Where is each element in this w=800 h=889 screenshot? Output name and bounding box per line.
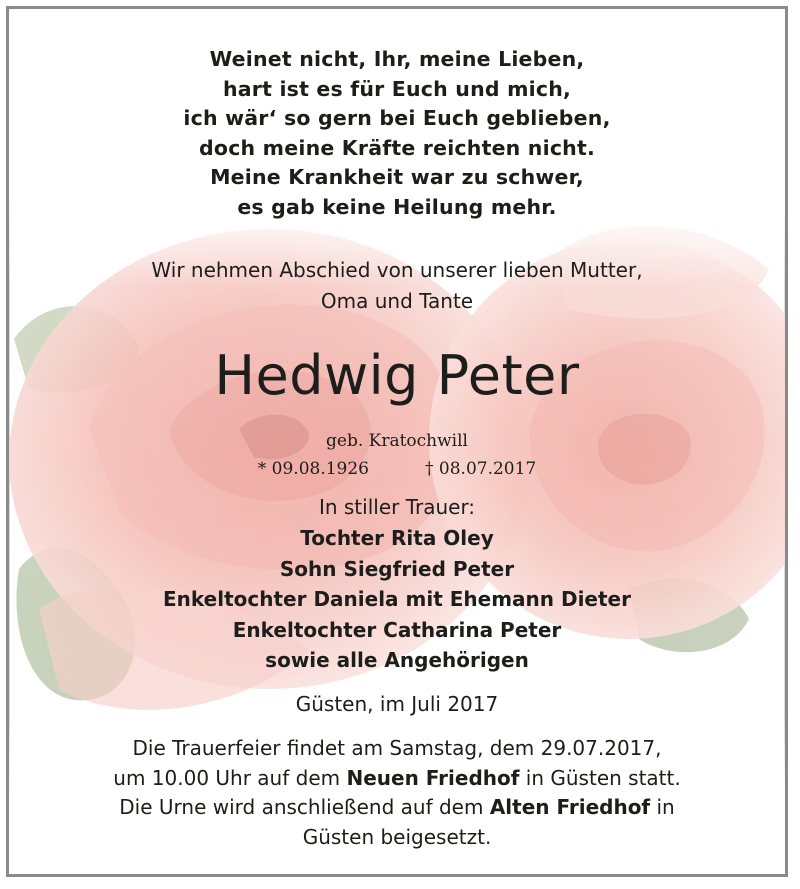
poem-line: hart ist es für Euch und mich, bbox=[222, 76, 572, 101]
mourners-list bbox=[9, 523, 785, 676]
poem-line: es gab keine Heilung mehr. bbox=[237, 194, 557, 219]
death-date: † 08.07.2017 bbox=[425, 459, 537, 479]
funeral-text: Die Urne wird anschließend auf dem bbox=[119, 795, 490, 819]
birth-date: * 09.08.1926 bbox=[257, 459, 369, 479]
funeral-line bbox=[9, 764, 785, 794]
funeral-details bbox=[9, 734, 785, 852]
poem-line: Weinet nicht, Ihr, meine Lieben, bbox=[209, 47, 585, 71]
mourner-entry: Tochter Rita Oley bbox=[300, 526, 494, 550]
notice-content bbox=[9, 9, 785, 874]
funeral-line: Güsten beigesetzt. bbox=[302, 824, 492, 849]
poem-line: ich wär‘ so gern bei Euch geblieben, bbox=[183, 106, 611, 130]
intro-line: Oma und Tante bbox=[320, 289, 474, 313]
cemetery-new: Neuen Friedhof bbox=[346, 765, 520, 790]
mourner-entry: sowie alle Angehörigen bbox=[265, 648, 529, 672]
mourner-entry: Sohn Siegfried Peter bbox=[279, 556, 515, 581]
funeral-text: in Güsten statt. bbox=[519, 765, 681, 790]
poem-line: doch meine Kräfte reichten nicht. bbox=[199, 135, 595, 160]
maiden-name: geb. Kratochwill bbox=[326, 431, 468, 451]
life-dates bbox=[9, 457, 785, 481]
funeral-text: in bbox=[650, 795, 675, 819]
obituary-notice bbox=[6, 6, 788, 877]
funeral-line bbox=[9, 793, 785, 823]
funeral-line: Die Trauerfeier findet am Samstag, dem 29.07.2017, bbox=[132, 736, 662, 760]
intro-line: Wir nehmen Abschied von unserer lieben Mutter, bbox=[151, 258, 643, 282]
funeral-text: um 10.00 Uhr auf dem bbox=[113, 765, 347, 790]
mourner-entry: Enkeltochter Daniela mit Ehemann Dieter bbox=[163, 587, 631, 611]
memorial-poem bbox=[9, 45, 785, 222]
mourners-heading: In stiller Trauer: bbox=[318, 495, 476, 519]
cemetery-old: Alten Friedhof bbox=[489, 795, 651, 819]
mourner-entry: Enkeltochter Catharina Peter bbox=[232, 617, 562, 642]
poem-line: Meine Krankheit war zu schwer, bbox=[210, 165, 584, 189]
farewell-intro bbox=[9, 255, 785, 317]
deceased-name: Hedwig Peter bbox=[214, 344, 580, 407]
place-date: Güsten, im Juli 2017 bbox=[295, 692, 499, 716]
